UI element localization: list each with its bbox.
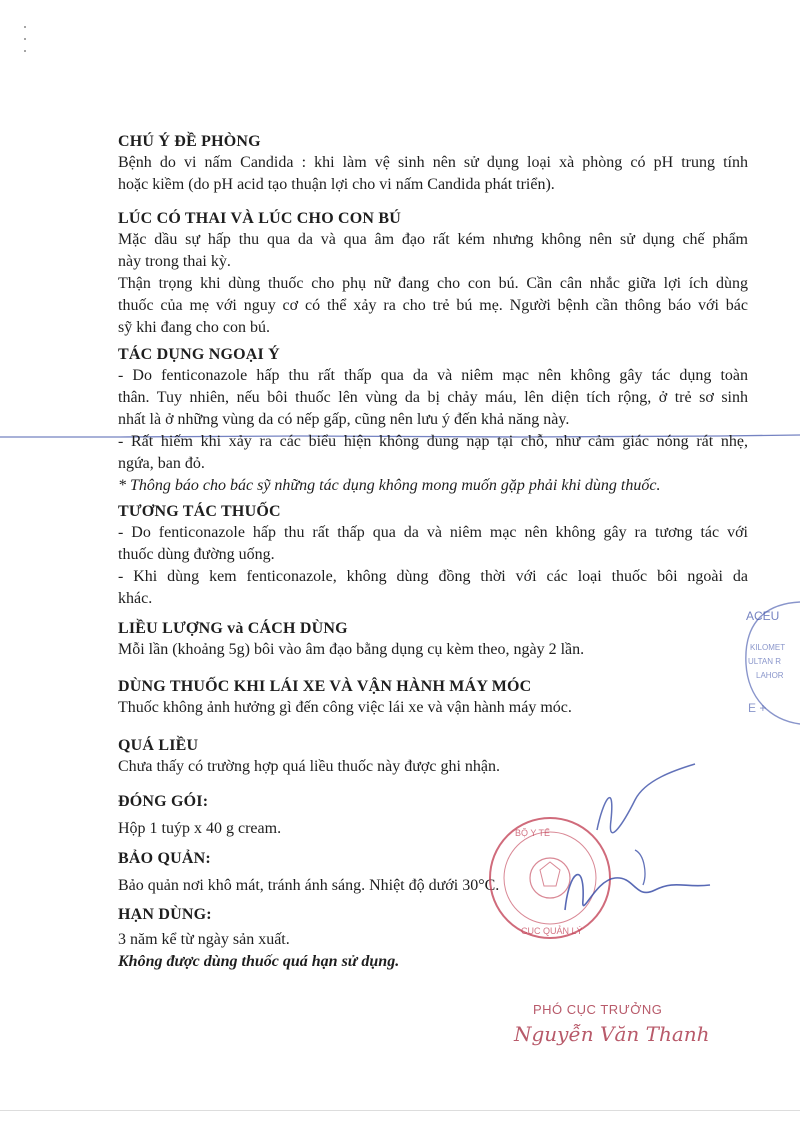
heading-packaging: ĐÓNG GÓI:: [118, 793, 209, 810]
text-line: hoặc kiềm (do pH acid tạo thuận lợi cho vi nấm Candida phát triển).: [118, 176, 555, 193]
text-line: Hộp 1 tuýp x 40 g cream.: [118, 820, 282, 837]
heading-side-effects: TÁC DỤNG NGOẠI Ý: [118, 346, 280, 363]
text-line: 3 năm kể từ ngày sản xuất.: [118, 931, 290, 948]
heading-dosage: LIỀU LƯỢNG và CÁCH DÙNG: [118, 620, 348, 637]
text-line: - Do fenticonazole hấp thu rất thấp qua da và niêm mạc nên không gây ra tương tác với: [118, 524, 748, 541]
text-line: này trong thai kỳ.: [118, 253, 231, 270]
section-pregnancy: [118, 209, 748, 339]
heading-pregnancy: LÚC CÓ THAI VÀ LÚC CHO CON BÚ: [118, 210, 402, 227]
page-bottom-edge: [0, 1110, 800, 1111]
heading-storage: BẢO QUẢN:: [118, 850, 211, 867]
official-seal: [485, 760, 715, 960]
scan-marks: [24, 26, 28, 62]
seal-text-top: BỘ Y TẾ: [515, 828, 551, 838]
side-effects-note: * Thông báo cho bác sỹ những tác dụng không mong muốn gặp phải khi dùng thuốc.: [118, 477, 661, 494]
signatory-title: PHÓ CỤC TRƯỞNG: [533, 1002, 663, 1017]
text-line: thân. Tuy nhiên, nếu bôi thuốc lên vùng da bị chảy máu, lên diện tích rộng, ở trẻ sơ sinh: [118, 389, 748, 406]
stamp-text: LAHOR: [756, 671, 784, 680]
text-line: thuốc dùng đường uống.: [118, 546, 275, 563]
partial-stamp-right: [740, 598, 800, 728]
text-line: ngứa, ban đỏ.: [118, 455, 205, 472]
text-line: Thuốc không ảnh hưởng gì đến công việc lái xe và vận hành máy móc.: [118, 699, 572, 716]
text-line: sỹ khi đang cho con bú.: [118, 319, 270, 336]
heading-driving: DÙNG THUỐC KHI LÁI XE VÀ VẬN HÀNH MÁY MÓC: [118, 678, 532, 695]
stamp-text: ACEU: [746, 609, 780, 623]
text-line: - Do fenticonazole hấp thu rất thấp qua da và niêm mạc nên không gây tác dụng toàn: [118, 367, 748, 384]
heading-precautions: CHÚ Ý ĐỀ PHÒNG: [118, 133, 261, 150]
stamp-text: ULTAN R: [748, 657, 782, 666]
text-line: - Khi dùng kem fenticonazole, không dùng đồng thời với các loại thuốc bôi ngoài da: [118, 568, 748, 585]
text-line: Thận trọng khi dùng thuốc cho phụ nữ đang cho con bú. Cần cân nhắc giữa lợi ích dùng: [118, 275, 748, 292]
section-driving: [118, 677, 748, 719]
text-line: nhất là ở những vùng da có nếp gấp, cũng nên lưu ý đến khả năng này.: [118, 411, 570, 428]
text-line: khác.: [118, 590, 153, 607]
heading-shelf-life: HẠN DÙNG:: [118, 906, 212, 923]
stamp-text: E +: [748, 701, 767, 715]
text-line: Bảo quản nơi khô mát, tránh ánh sáng. Nhiệt độ dưới 30°C.: [118, 877, 500, 894]
stamp-text: KILOMET: [750, 643, 786, 652]
section-precautions: [118, 132, 748, 196]
seal-text-bottom: CỤC QUẢN LÝ: [521, 926, 583, 936]
shelf-life-warning: Không được dùng thuốc quá hạn sử dụng.: [118, 953, 400, 970]
section-side-effects: [118, 345, 748, 497]
text-line: Mỗi lần (khoảng 5g) bôi vào âm đạo bằng dụng cụ kèm theo, ngày 2 lần.: [118, 641, 585, 658]
section-dosage: [118, 619, 748, 661]
text-line: - Rất hiếm khi xảy ra các biểu hiện không dung nạp tại chỗ, như cảm giác nóng rát nhẹ,: [118, 433, 748, 450]
heading-overdose: QUÁ LIỀU: [118, 737, 199, 754]
text-line: Mặc dầu sự hấp thu qua da và qua âm đạo rất kém nhưng không nên sử dụng chế phẩm: [118, 231, 748, 248]
text-line: thuốc của mẹ với nguy cơ có thể xảy ra cho trẻ bú mẹ. Người bệnh cần thông báo với bác: [118, 297, 748, 314]
section-interactions: [118, 502, 748, 610]
text-line: Chưa thấy có trường hợp quá liều thuốc này được ghi nhận.: [118, 758, 500, 775]
text-line: Bệnh do vi nấm Candida : khi làm vệ sinh nên sử dụng loại xà phòng có pH trung tính: [118, 154, 748, 171]
signatory-name: Nguyễn Văn Thanh: [514, 1022, 710, 1046]
heading-interactions: TƯƠNG TÁC THUỐC: [118, 503, 281, 520]
